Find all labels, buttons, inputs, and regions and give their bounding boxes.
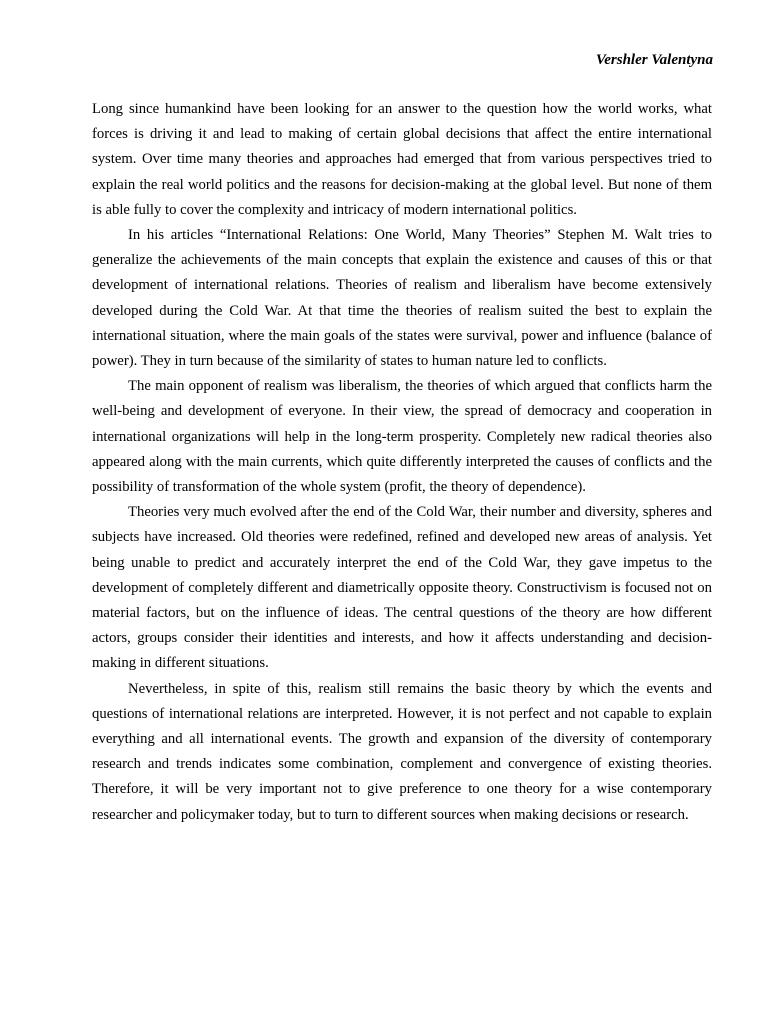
author-name: Vershler Valentyna (595, 52, 713, 68)
paragraph-4: Theories very much evolved after the end of the Cold War, their number and diversity, spheres and subjects have increased. Old theories were redefined, refined and developed new areas of analysis. Yet being unable to predict and accurately interpret the end of the Cold War, they gave impetus to the development of completely different and diametrically opposite theory. Constructivism is focused not on material factors, but on the influence of ideas. The central questions of the theory are how different actors, groups consider their identities and interests, and how it affects understanding and decision-making in different situations. (92, 504, 712, 672)
body-text (92, 97, 712, 828)
paragraph-2: In his articles “International Relations: One World, Many Theories” Stephen M. Walt tries to generalize the achievements of the main concepts that explain the existence and causes of this or that development of international relations. Theories of realism and liberalism have become extensively developed during the Cold War. At that time the theories of realism suited the best to explain the international situation, where the main goals of the states were survival, power and influence (balance of power). They in turn because of the similarity of states to human nature led to conflicts. (92, 227, 712, 370)
paragraph-1: Long since humankind have been looking for an answer to the question how the world works, what forces is driving it and lead to making of certain global decisions that affect the entire international system. Over time many theories and approaches had emerged that from various perspectives tried to explain the real world politics and the reasons for decision-making at the global level. But none of them is able fully to cover the complexity and intricacy of modern international politics. (92, 101, 712, 218)
paragraph-5: Nevertheless, in spite of this, realism still remains the basic theory by which the events and questions of international relations are interpreted. However, it is not perfect and not capable to explain everything and all international events. The growth and expansion of the diversity of contemporary research and trends indicates some combination, complement and convergence of existing theories. Therefore, it will be very important not to give preference to one theory for a wise contemporary researcher and policymaker today, but to turn to different sources when making decisions or research. (92, 680, 712, 823)
paragraph-3: The main opponent of realism was liberalism, the theories of which argued that conflicts harm the well-being and development of everyone. In their view, the spread of democracy and cooperation in international organizations will help in the long-term prosperity. Completely new radical theories also appeared along with the main currents, which quite differently interpreted the causes of conflicts and the possibility of transformation of the whole system (profit, the theory of dependence). (92, 378, 712, 496)
